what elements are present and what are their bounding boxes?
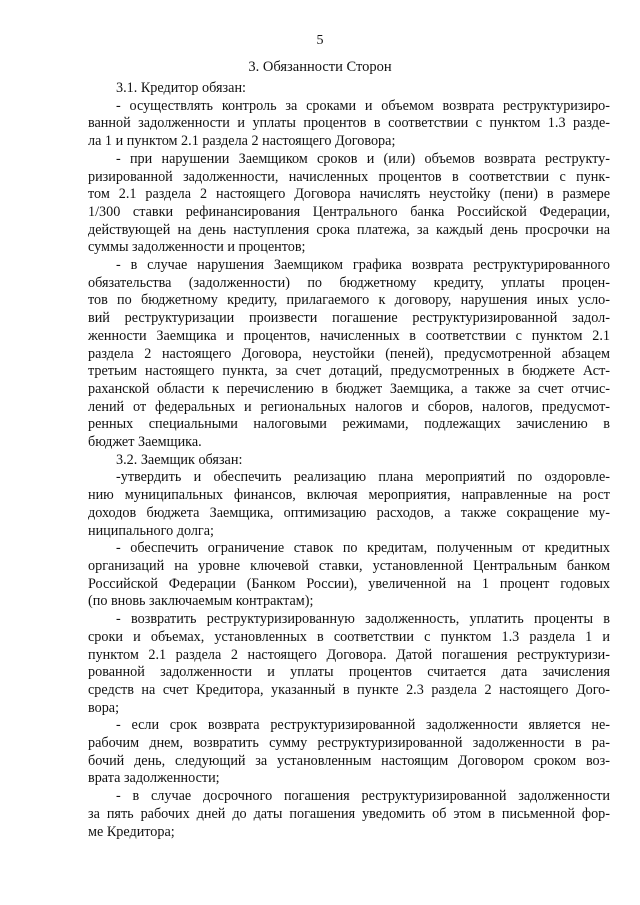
creditor-duty-paragraph	[88, 98, 610, 151]
text-line: вора;	[88, 699, 120, 716]
page-number: 5	[316, 33, 324, 48]
text-line: - если срок возврата реструктуризированной задолженности является не-	[116, 717, 610, 734]
text-line: 1/300 ставки рефинансирования Центрального банка Российской Федерации,	[88, 203, 610, 220]
text-line: третьим настоящего пункта, за счет дотаций, предусмотренных в бюджете Аст-	[88, 363, 610, 380]
text-line: - при нарушении Заемщиком сроков и (или) объемов возврата реструкту-	[116, 150, 610, 167]
text-line: врата задолженности;	[88, 770, 220, 787]
text-line: (по вновь заключаемым контрактам);	[88, 593, 314, 610]
section-title: 3. Обязанности Сторон	[248, 59, 392, 75]
text-line: средств на счет Кредитора, указанный в пункте 2.3 раздела 2 настоящего Дого-	[88, 681, 610, 698]
text-line: - в случае досрочного погашения реструктуризированной задолженности	[116, 788, 610, 805]
text-line: - обеспечить ограничение ставок по кредитам, полученным от кредитных	[116, 540, 610, 557]
text-line: обязательства (задолженности) по бюджетному кредиту, уплаты процен-	[88, 274, 610, 291]
text-line: тов по бюджетному кредиту, прилагаемого к договору, нарушения иных усло-	[88, 292, 610, 309]
text-line: ризированной задолженности, начисленных процентов в соответствии с пунк-	[88, 168, 610, 185]
text-line: раханской области к перечислению в бюджет Заемщика, а также за счет отчис-	[88, 380, 610, 397]
clause-3-2-list	[88, 469, 610, 841]
document-body	[88, 80, 610, 841]
borrower-duty-paragraph	[88, 469, 610, 540]
text-line: нию муниципальных финансов, включая мероприятия, направленные на рост	[88, 487, 610, 504]
text-line: женности Заемщика и процентов, начисленных в соответствии с пунктом 2.1	[88, 327, 610, 344]
clause-3-2-heading: 3.2. Заемщик обязан:	[116, 451, 243, 468]
text-line: пунктом 2.1 раздела 2 настоящего Договора. Датой погашения реструктуризи-	[88, 646, 610, 663]
text-line: суммы задолженности и процентов;	[88, 239, 306, 256]
text-line: бочий день, следующий за установленным настоящим Договором сроком воз-	[88, 752, 610, 769]
text-line: ме Кредитора;	[88, 823, 175, 840]
text-line: -утвердить и обеспечить реализацию плана мероприятий по оздоровле-	[116, 469, 610, 486]
clause-3-1-heading: 3.1. Кредитор обязан:	[116, 80, 246, 96]
text-line: - возвратить реструктуризированную задолженность, уплатить проценты в	[116, 611, 610, 628]
text-line: сроки и объемах, установленных в соответствии с пунктом 1.3 раздела 1 и	[88, 628, 610, 645]
clause-3-1-list	[88, 98, 610, 452]
text-line: Российской Федерации (Банком России), увеличенной на 1 процент годовых	[88, 575, 610, 592]
text-line: доходов бюджета Заемщика, оптимизацию расходов, а также сокращение му-	[88, 504, 610, 521]
text-line: за пять рабочих дней до даты погашения уведомить об этом в письменной фор-	[88, 805, 610, 822]
text-line: ниципального долга;	[88, 522, 214, 539]
text-line: ванной задолженности и уплаты процентов в соответствии с пунктом 1.3 разде-	[88, 115, 610, 132]
text-line: рованной задолженности и уплаты процентов считается дата зачисления	[88, 664, 610, 681]
text-line: организаций на уровне ключевой ставки, установленной Центральным банком	[88, 557, 610, 574]
text-line: раздела 2 настоящего Договора, неустойки (пеней), предусмотренной абзацем	[88, 345, 610, 362]
borrower-duty-paragraph	[88, 788, 610, 841]
text-line: ренных специальными налоговыми режимами, подлежащих зачислению в	[88, 416, 610, 433]
text-line: - в случае нарушения Заемщиком графика возврата реструктурированного	[116, 257, 610, 274]
borrower-duty-paragraph	[88, 540, 610, 611]
text-line: действующей на день наступления срока платежа, за каждый день просрочки на	[88, 221, 610, 238]
borrower-duty-paragraph	[88, 611, 610, 717]
text-line: рабочим днем, возвратить сумму реструктуризированной задолженности в ра-	[88, 735, 610, 752]
text-line: лений от федеральных и региональных налогов и сборов, налогов, предусмот-	[88, 398, 610, 415]
text-line: - осуществлять контроль за сроками и объемом возврата реструктуризиро-	[116, 97, 610, 114]
text-line: бюджет Заемщика.	[88, 434, 202, 451]
creditor-duty-paragraph	[88, 151, 610, 257]
text-line: том 2.1 раздела 2 настоящего Договора начислять неустойку (пени) в размере	[88, 186, 610, 203]
text-line: вий реструктуризации произвести погашение реструктуризированной задол-	[88, 310, 610, 327]
text-line: ла 1 и пунктом 2.1 раздела 2 настоящего Договора;	[88, 133, 396, 150]
borrower-duty-paragraph	[88, 717, 610, 788]
creditor-duty-paragraph	[88, 257, 610, 452]
